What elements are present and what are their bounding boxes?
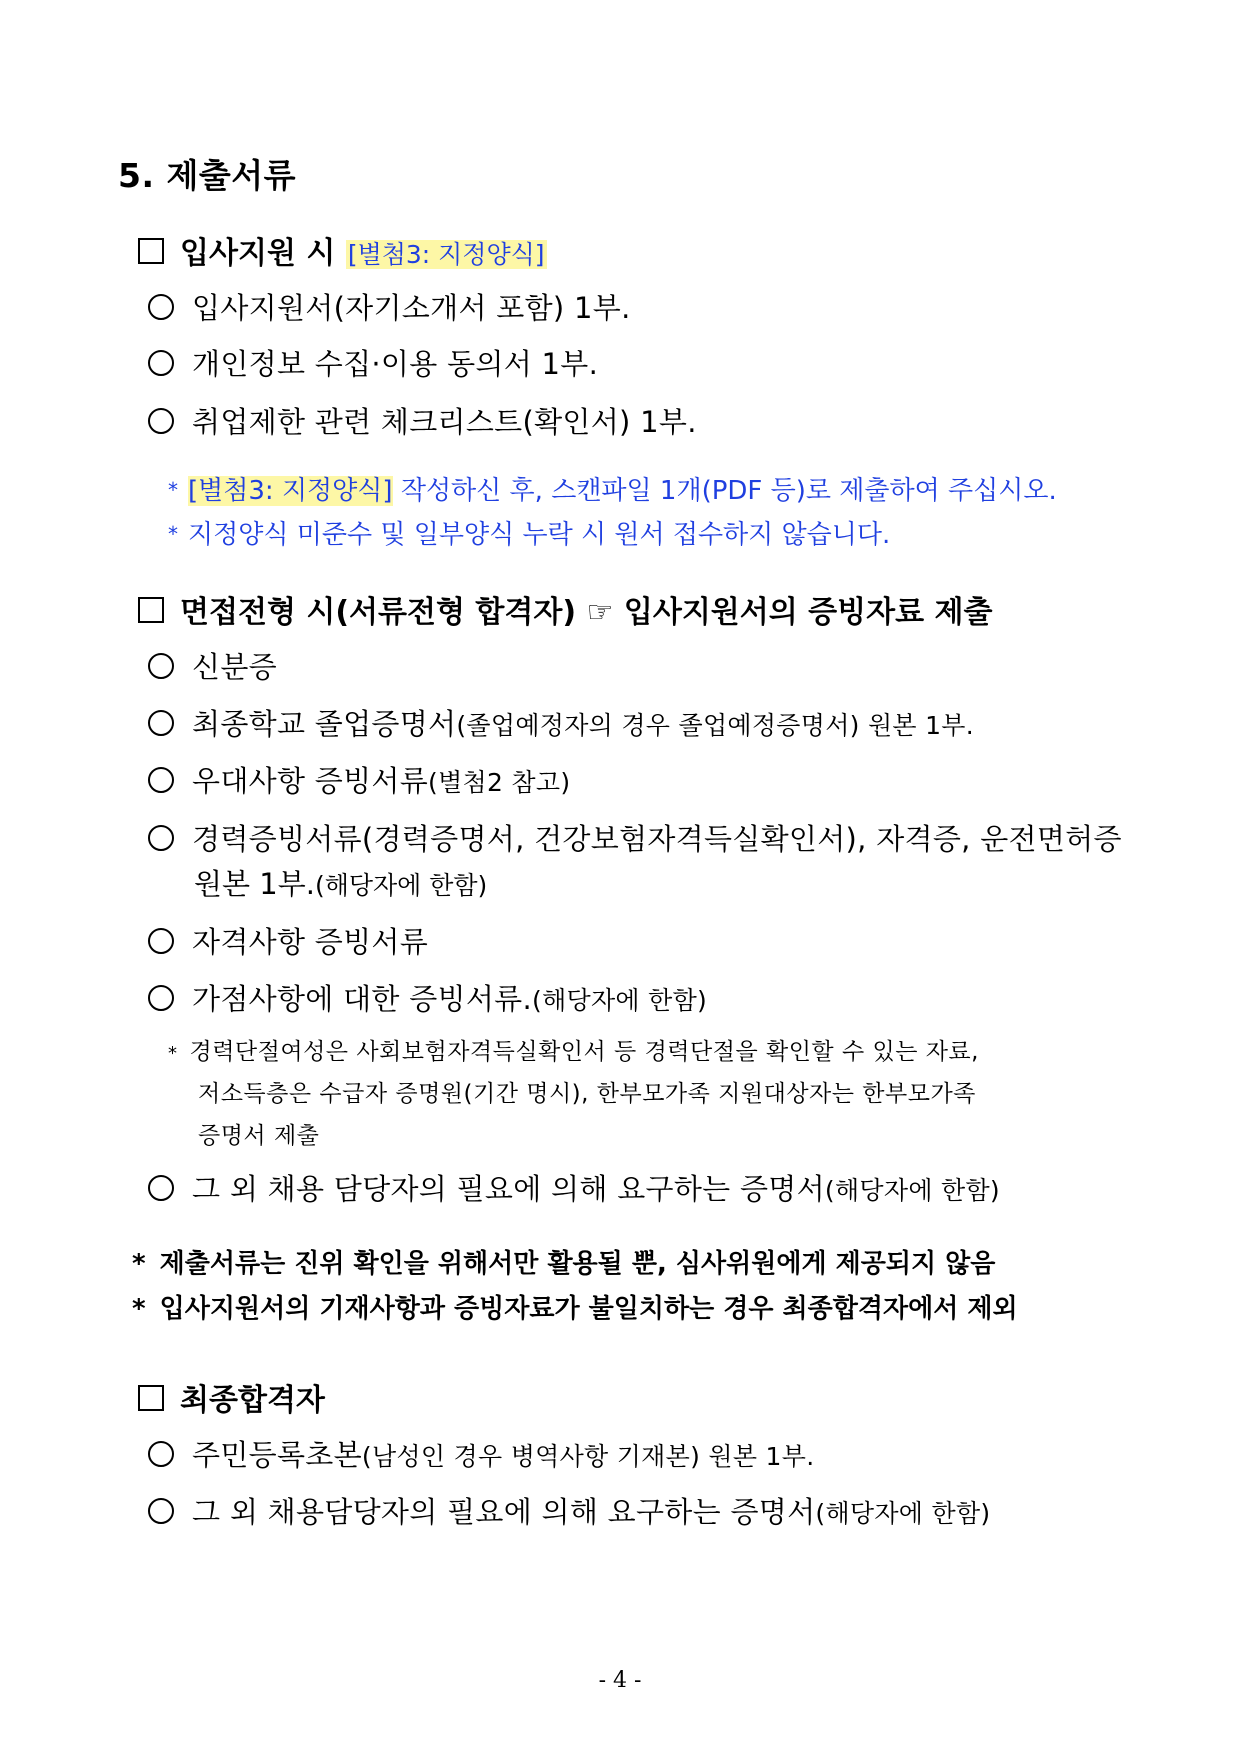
list-item: 가점사항에 대한 증빙서류.(해당자에 한함) <box>148 977 707 1018</box>
bold-note: * 제출서류는 진위 확인을 위해서만 활용될 뿐, 심사위원에게 제공되지 않음 <box>132 1249 996 1279</box>
list-item: 입사지원서(자기소개서 포함) 1부. <box>148 286 631 327</box>
attachment-tag: [별첨3: 지정양식] <box>347 240 545 269</box>
section-heading-final: 최종합격자 <box>138 1375 325 1419</box>
circle-bullet-icon <box>148 653 174 679</box>
page-title: 5. 제출서류 <box>118 156 296 195</box>
circle-bullet-icon <box>148 1498 174 1524</box>
list-item: 최종학교 졸업증명서(졸업예정자의 경우 졸업예정증명서) 원본 1부. <box>148 702 974 743</box>
list-item-continuation: 원본 1부.(해당자에 한함) <box>194 867 488 901</box>
circle-bullet-icon <box>148 350 174 376</box>
sub-note: * 경력단절여성은 사회보험자격득실확인서 등 경력단절을 확인할 수 있는 자료, <box>168 1039 979 1065</box>
circle-bullet-icon <box>148 1441 174 1467</box>
circle-bullet-icon <box>148 1175 174 1201</box>
note: * 지정양식 미준수 및 일부양식 누락 시 원서 접수하지 않습니다. <box>168 520 891 550</box>
list-item: 경력증빙서류(경력증명서, 건강보험자격득실확인서), 자격증, 운전면허증 <box>148 817 1122 858</box>
list-item: 취업제한 관련 체크리스트(확인서) 1부. <box>148 400 697 441</box>
circle-bullet-icon <box>148 825 174 851</box>
page-number: - 4 - <box>598 1668 642 1693</box>
circle-bullet-icon <box>148 985 174 1011</box>
circle-bullet-icon <box>148 710 174 736</box>
sub-note-continuation: 증명서 제출 <box>198 1123 320 1149</box>
section-heading-application: 입사지원 시 [별첨3: 지정양식] <box>138 228 547 272</box>
square-bullet-icon <box>138 597 164 623</box>
list-item: 개인정보 수집·이용 동의서 1부. <box>148 342 598 383</box>
circle-bullet-icon <box>148 408 174 434</box>
list-item: 우대사항 증빙서류(별첨2 참고) <box>148 759 570 800</box>
list-item: 신분증 <box>148 645 277 686</box>
circle-bullet-icon <box>148 928 174 954</box>
list-item: 그 외 채용담당자의 필요에 의해 요구하는 증명서(해당자에 한함) <box>148 1490 990 1531</box>
circle-bullet-icon <box>148 767 174 793</box>
note: * [별첨3: 지정양식] 작성하신 후, 스캔파일 1개(PDF 등)로 제출하여 주십시오. <box>168 476 1057 506</box>
circle-bullet-icon <box>148 294 174 320</box>
bold-note: * 입사지원서의 기재사항과 증빙자료가 불일치하는 경우 최종합격자에서 제외 <box>132 1294 1018 1324</box>
list-item: 자격사항 증빙서류 <box>148 920 428 961</box>
list-item: 주민등록초본(남성인 경우 병역사항 기재본) 원본 1부. <box>148 1433 814 1474</box>
sub-note-continuation: 저소득층은 수급자 증명원(기간 명시), 한부모가족 지원대상자는 한부모가족 <box>198 1081 976 1107</box>
square-bullet-icon <box>138 238 164 264</box>
attachment-tag: [별첨3: 지정양식] <box>188 476 393 506</box>
square-bullet-icon <box>138 1385 164 1411</box>
list-item: 그 외 채용 담당자의 필요에 의해 요구하는 증명서(해당자에 한함) <box>148 1167 1000 1208</box>
section-heading-interview: 면접전형 시(서류전형 합격자) ☞ 입사지원서의 증빙자료 제출 <box>138 587 993 631</box>
